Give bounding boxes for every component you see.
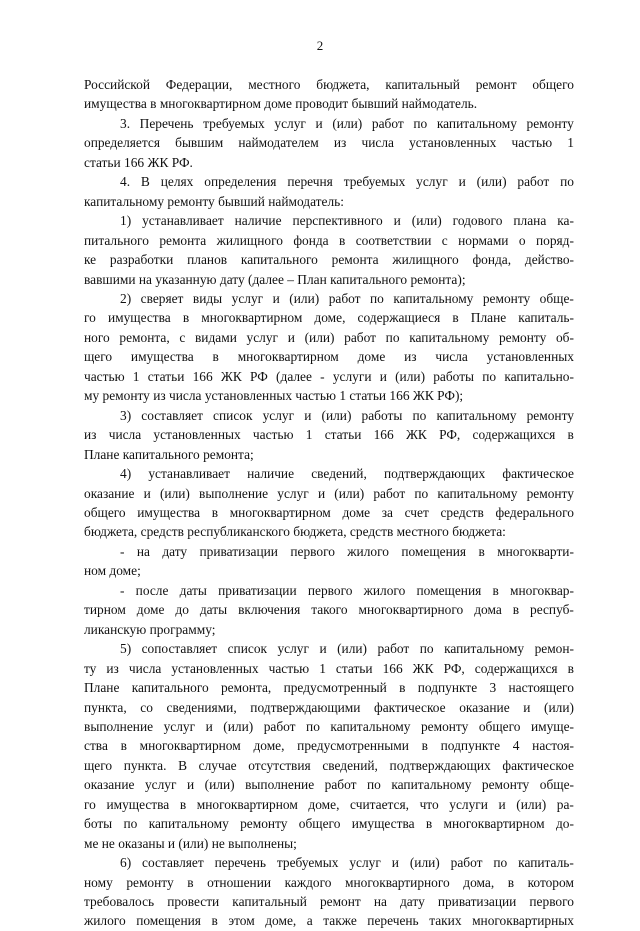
text-line: ства в многоквартирном доме, предусмотренными в подпункте 4 настоя- [84,738,574,754]
text-line: ликанскую программу; [84,621,216,637]
text-line: частью 1 статьи 166 ЖК РФ (далее - услуги и (или) работы по капитально- [84,368,574,384]
text-line: требовалось провести капитальный ремонт на дату приватизации первого [84,894,574,910]
text-line: ного ремонта, с видами услуг и (или) работ по капитальному ремонту об- [84,329,574,345]
text-line: ному ремонту в отношении каждого многоквартирного дома, в котором [84,874,574,890]
text-line: го имущества в многоквартирном доме, содержащиеся в Плане капиталь- [84,310,574,326]
text-line: 5) сопоставляет список услуг и (или) работ по капитальному ремон- [120,641,574,657]
text-line: тирном доме до даты включения такого многоквартирного дома в респуб- [84,602,574,618]
text-line: ту из числа установленных частью 1 статьи 166 ЖК РФ, содержащихся в [84,660,574,676]
text-line: статьи 166 ЖК РФ. [84,154,193,170]
text-line: го имущества в многоквартирном доме, считается, что услуги и (или) ра- [84,796,574,812]
text-line: - на дату приватизации первого жилого помещения в многокварти- [120,543,574,559]
text-line: выполнение услуг и (или) работ по капитальному ремонту общего имуще- [84,718,574,734]
text-line: 4. В целях определения перечня требуемых услуг и (или) работ по [120,174,574,190]
text-line: 1) устанавливает наличие перспективного и (или) годового плана ка- [120,213,574,229]
text-line: 3. Перечень требуемых услуг и (или) работ по капитальному ремонту [120,115,574,131]
text-line: вавшими на указанную дату (далее – План капитального ремонта); [84,271,466,287]
text-line: Плане капитального ремонта, предусмотренный в подпункте 3 настоящего [84,680,574,696]
text-line: - после даты приватизации первого жилого помещения в многоквар- [120,582,574,598]
document-body [84,75,574,931]
text-line: пункта, со сведениями, подтверждающими фактическое оказание и (или) [84,699,574,715]
text-line: бюджета, средств республиканского бюджета, средств местного бюджета: [84,524,506,540]
page-number: 2 [316,38,324,53]
text-line: оказание услуг и (или) выполнение работ по капитальному ремонту обще- [84,777,574,793]
text-line: из числа установленных частью 1 статьи 166 ЖК РФ, содержащихся в [84,427,574,443]
text-line: щего имущества в многоквартирном доме из числа установленных [84,349,574,365]
text-line: капитальному ремонту бывший наймодатель: [84,193,344,209]
text-line: питального ремонта жилищного фонда в соответствии с нормами о поряд- [84,232,574,248]
text-line: 6) составляет перечень требуемых услуг и (или) работ по капиталь- [120,855,574,871]
text-line: оказание и (или) выполнение услуг и (или) работ по капитальному ремонту [84,485,574,501]
text-line: Плане капитального ремонта; [84,446,254,462]
text-line: боты по капитальному ремонту общего имущества в многоквартирном до- [84,816,574,832]
text-line: общего имущества в многоквартирном доме за счет средств федерального [84,504,574,520]
text-line: ке разработки планов капитального ремонта жилищного фонда, действо- [84,252,574,268]
text-line: имущества в многоквартирном доме проводит бывший наймодатель. [84,96,478,112]
text-line: определяется бывшим наймодателем из числа установленных частью 1 [84,135,574,151]
text-line: ном доме; [84,563,141,579]
text-line: жилого помещения в этом доме, а также перечень таких многоквартирных [84,913,574,929]
text-line: Российской Федерации, местного бюджета, капитальный ремонт общего [84,77,574,92]
text-line: 2) сверяет виды услуг и (или) работ по капитальному ремонту обще- [120,290,574,306]
text-line: щего пункта. В случае отсутствия сведений, подтверждающих фактическое [84,757,574,773]
text-line: 3) составляет список услуг и (или) работы по капитальному ремонту [120,407,574,423]
text-line: 4) устанавливает наличие сведений, подтверждающих фактическое [120,466,574,482]
text-line: ме не оказаны и (или) не выполнены; [84,835,297,851]
text-line: му ремонту из числа установленных частью 1 статьи 166 ЖК РФ); [84,388,464,404]
